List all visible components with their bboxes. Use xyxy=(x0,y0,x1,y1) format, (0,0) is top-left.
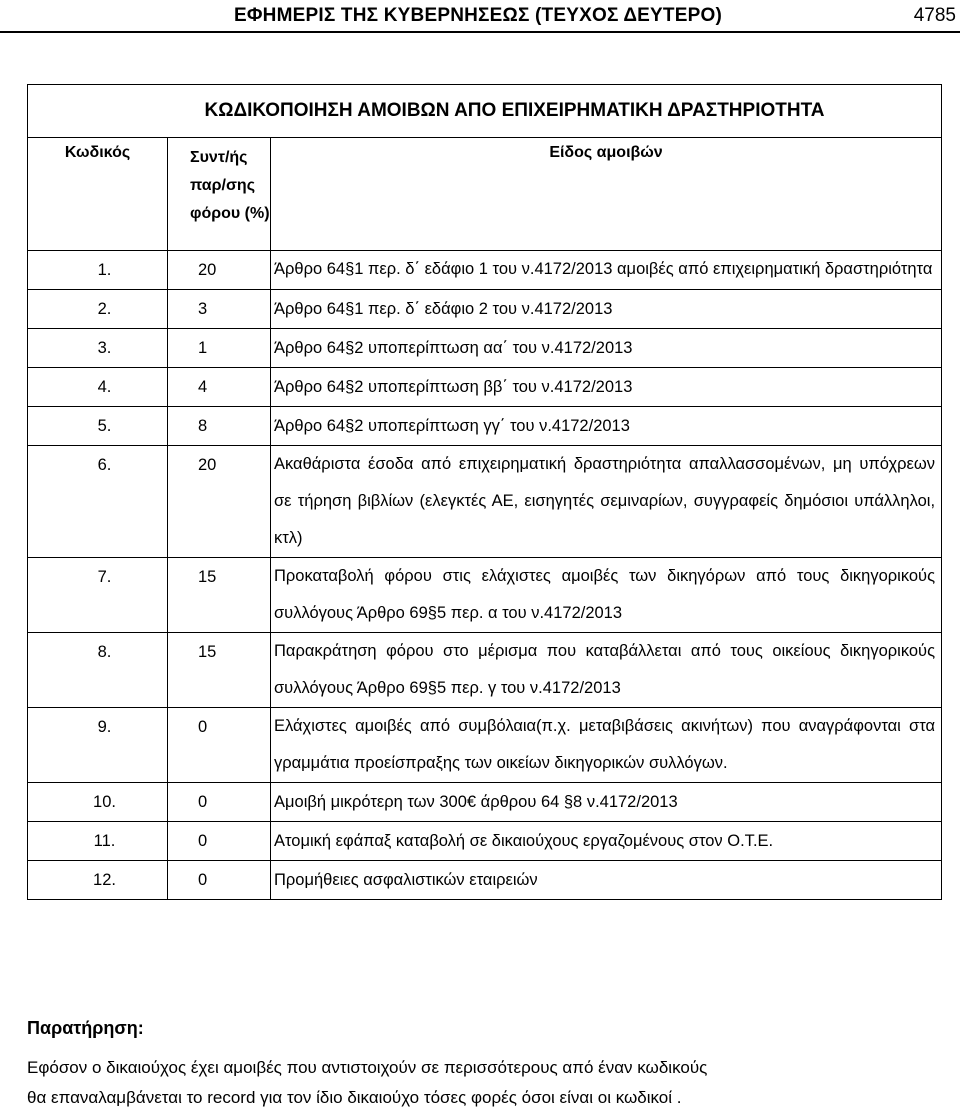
table-row xyxy=(28,861,942,900)
table-row xyxy=(28,407,942,446)
row-code: 5. xyxy=(28,407,168,446)
row-code: 1. xyxy=(28,251,168,290)
row-description: Ατομική εφάπαξ καταβολή σε δικαιούχους εργαζομένους στον Ο.Τ.Ε. xyxy=(271,822,942,861)
table-row xyxy=(28,558,942,633)
row-rate: 20 xyxy=(168,251,271,290)
row-rate: 20 xyxy=(168,446,271,558)
table-row xyxy=(28,446,942,558)
table-row xyxy=(28,368,942,407)
row-rate: 4 xyxy=(168,368,271,407)
row-description: Ακαθάριστα έσοδα από επιχειρηματική δραστηριότητα απαλλασσομένων, μη υπόχρεων σε τήρηση βιβλίων (ελεγκτές ΑΕ, εισηγητές σεμιναρίων, συγγραφείς δημόσιοι υπάλληλοι, κτλ) xyxy=(271,446,942,558)
row-code: 8. xyxy=(28,633,168,708)
row-code: 9. xyxy=(28,708,168,783)
column-header-rate xyxy=(168,138,271,251)
table-row xyxy=(28,783,942,822)
header-rule xyxy=(0,31,960,33)
table-row xyxy=(28,822,942,861)
table-row xyxy=(28,708,942,783)
row-description: Προμήθειες ασφαλιστικών εταιρειών xyxy=(271,861,942,900)
row-code: 6. xyxy=(28,446,168,558)
row-rate: 0 xyxy=(168,822,271,861)
fees-code-table-wrapper xyxy=(27,84,941,900)
page-header xyxy=(0,0,960,32)
table-row xyxy=(28,290,942,329)
column-header-rate-line2: παρ/σης xyxy=(190,177,256,194)
row-description: Προκαταβολή φόρου στις ελάχιστες αμοιβές των δικηγόρων από τους δικηγορικούς συλλόγους Άρθρο 69§5 περ. α του ν.4172/2013 xyxy=(271,558,942,633)
row-rate: 8 xyxy=(168,407,271,446)
fees-code-table xyxy=(27,84,942,900)
row-description: Αμοιβή μικρότερη των 300€ άρθρου 64 §8 ν.4172/2013 xyxy=(271,783,942,822)
table-row xyxy=(28,329,942,368)
row-code: 12. xyxy=(28,861,168,900)
row-description: Παρακράτηση φόρου στο μέρισμα που καταβάλλεται από τους οικείους δικηγορικούς συλλόγους Άρθρο 69§5 περ. γ του ν.4172/2013 xyxy=(271,633,942,708)
row-description: Άρθρο 64§1 περ. δ΄ εδάφιο 2 του ν.4172/2013 xyxy=(271,290,942,329)
row-rate: 1 xyxy=(168,329,271,368)
row-code: 11. xyxy=(28,822,168,861)
row-rate: 3 xyxy=(168,290,271,329)
row-description: Άρθρο 64§2 υποπερίπτωση αα΄ του ν.4172/2013 xyxy=(271,329,942,368)
row-rate: 0 xyxy=(168,783,271,822)
row-rate: 0 xyxy=(168,861,271,900)
note-line-2: θα επαναλαμβάνεται το record για τον ίδιο δικαιούχο τόσες φορές όσοι είναι οι κωδικοί . xyxy=(27,1088,682,1107)
column-header-rate-line1: Συντ/ής xyxy=(190,149,248,166)
note-line-1: Εφόσον ο δικαιούχος έχει αμοιβές που αντιστοιχούν σε περισσότερους από έναν κωδικούς xyxy=(27,1058,708,1077)
note-title: Παρατήρηση: xyxy=(27,1018,144,1038)
row-rate: 0 xyxy=(168,708,271,783)
row-code: 7. xyxy=(28,558,168,633)
row-description: Ελάχιστες αμοιβές από συμβόλαια(π.χ. μεταβιβάσεις ακινήτων) που αναγράφονται στα γραμμάτια προείσπραξης των οικείων δικηγορικών συλλόγων. xyxy=(271,708,942,783)
table-row xyxy=(28,633,942,708)
row-rate: 15 xyxy=(168,558,271,633)
table-row xyxy=(28,251,942,290)
row-code: 10. xyxy=(28,783,168,822)
column-header-code: Κωδικός xyxy=(28,138,168,251)
row-description: Άρθρο 64§1 περ. δ΄ εδάφιο 1 του ν.4172/2013 αμοιβές από επιχειρηματική δραστηριότητα xyxy=(271,251,942,290)
row-description: Άρθρο 64§2 υποπερίπτωση γγ΄ του ν.4172/2013 xyxy=(271,407,942,446)
column-header-rate-line3: φόρου (%) xyxy=(190,205,270,222)
row-rate: 15 xyxy=(168,633,271,708)
column-header-kind: Είδος αμοιβών xyxy=(271,138,942,251)
gazette-title: ΕΦΗΜΕΡΙΣ ΤΗΣ ΚΥΒΕΡΝΗΣΕΩΣ (ΤΕΥΧΟΣ ΔΕΥΤΕΡΟ) xyxy=(234,5,722,26)
row-code: 2. xyxy=(28,290,168,329)
table-header-row xyxy=(28,138,942,251)
table-title: ΚΩΔΙΚΟΠΟΙΗΣΗ ΑΜΟΙΒΩΝ ΑΠΟ ΕΠΙΧΕΙΡΗΜΑΤΙΚΗ ΔΡΑΣΤΗΡΙΟΤΗΤΑ xyxy=(28,85,942,138)
row-code: 3. xyxy=(28,329,168,368)
row-description: Άρθρο 64§2 υποπερίπτωση ββ΄ του ν.4172/2013 xyxy=(271,368,942,407)
row-code: 4. xyxy=(28,368,168,407)
page-number: 4785 xyxy=(913,5,956,26)
